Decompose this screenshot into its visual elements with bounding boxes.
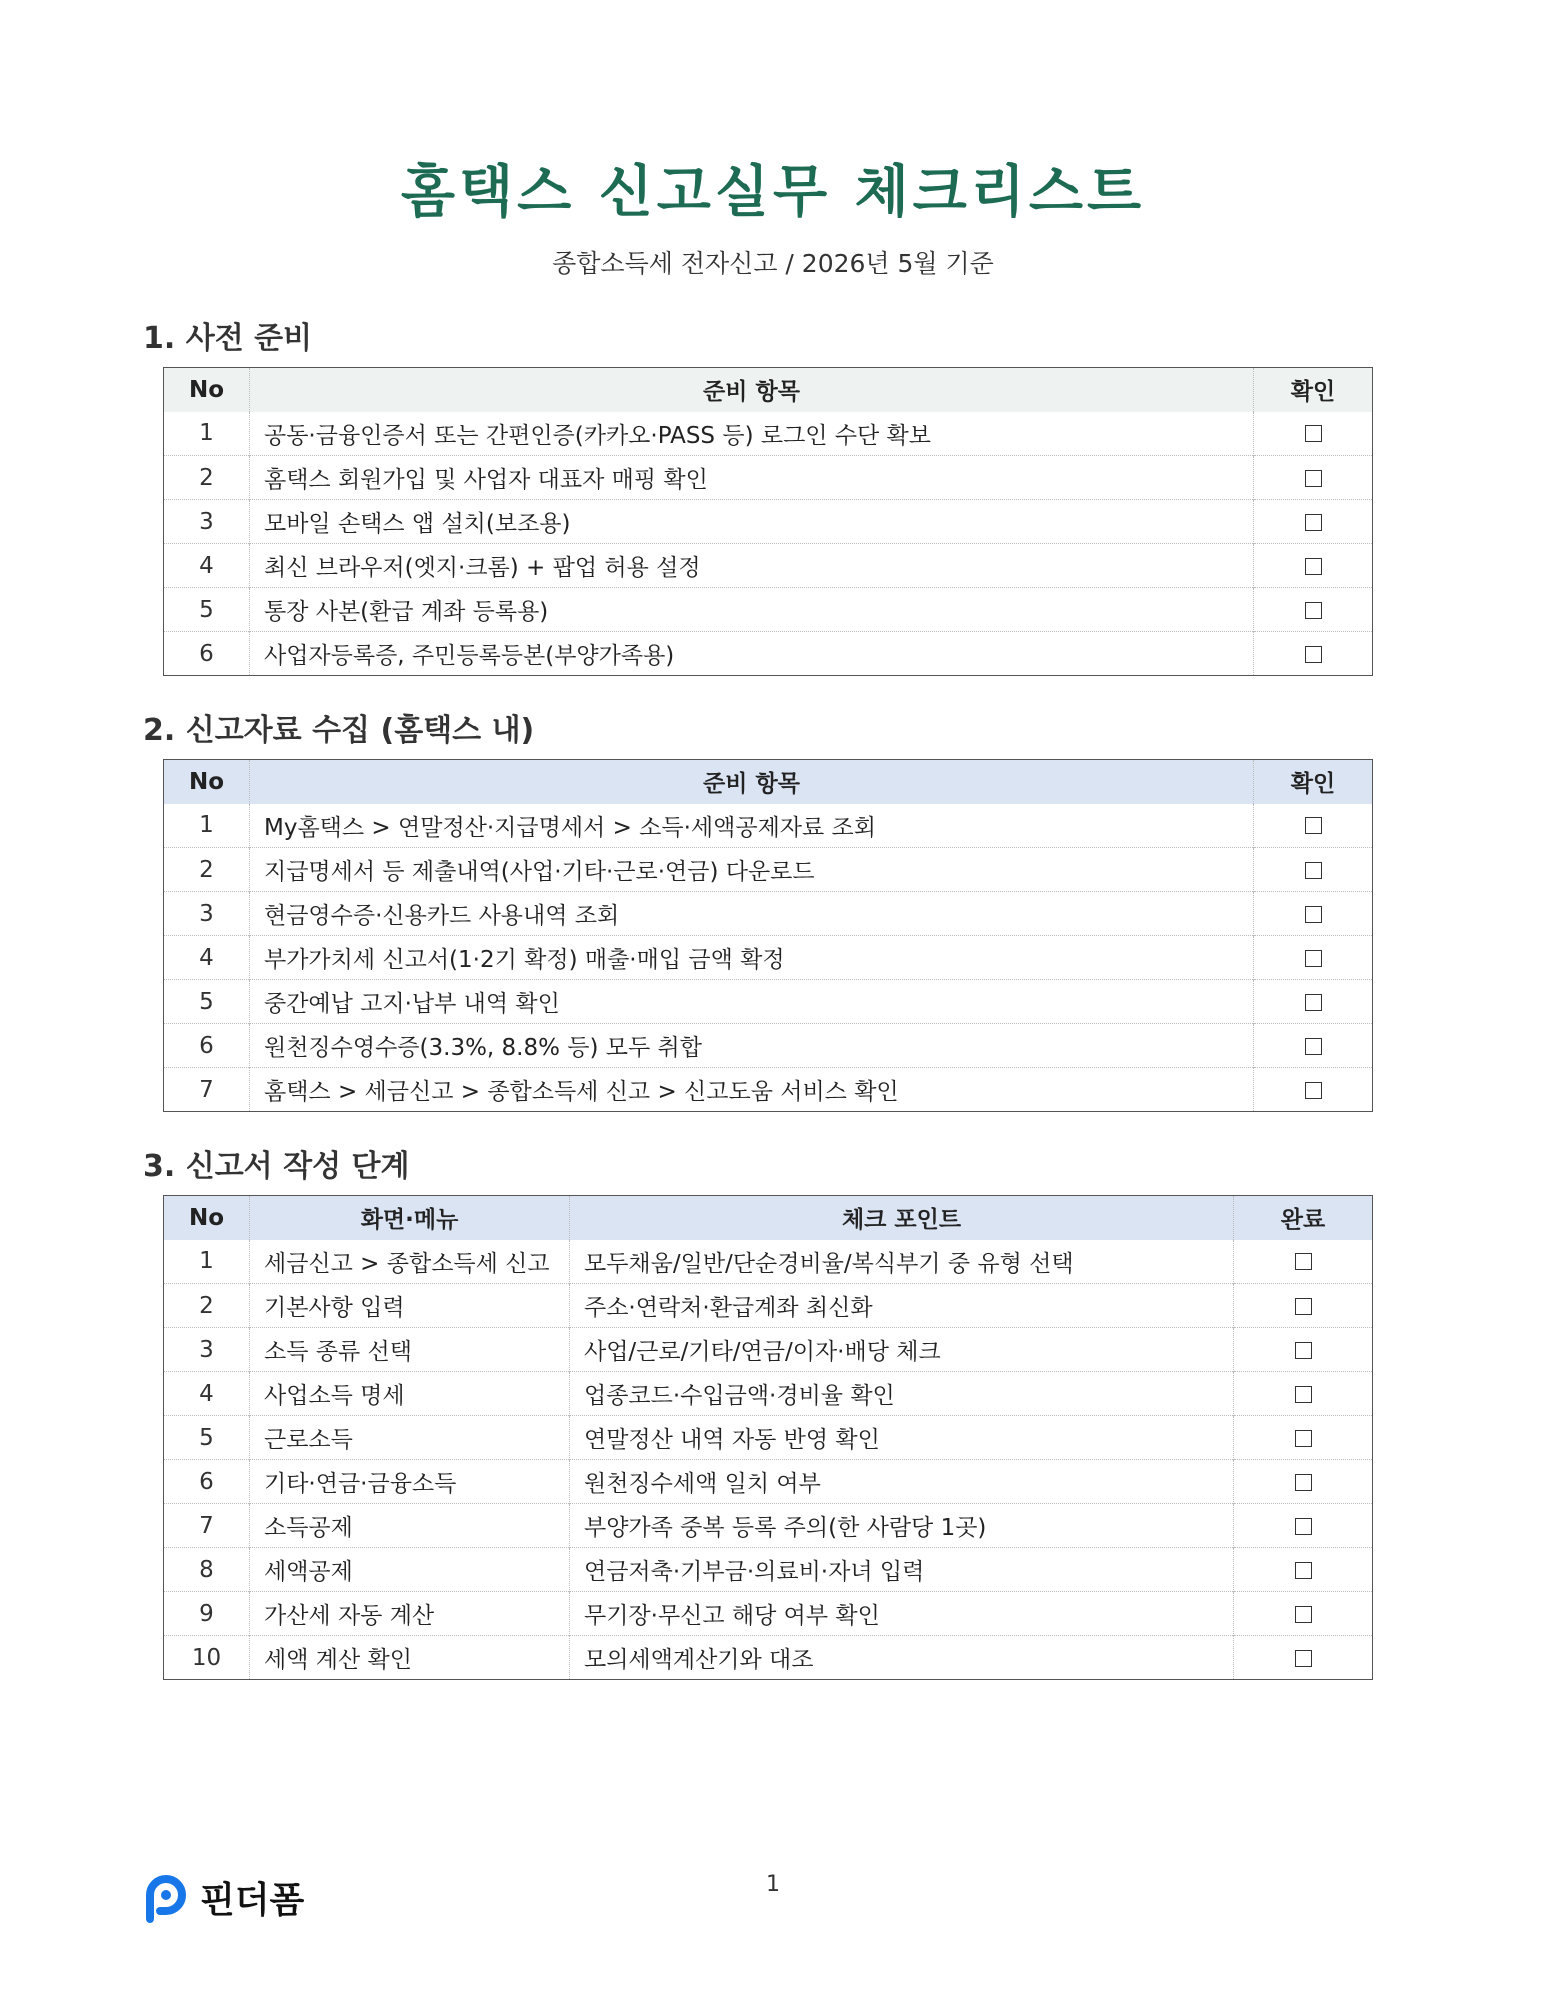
confirm-checkbox-cell xyxy=(1254,456,1373,500)
table-header-row xyxy=(164,1196,1373,1240)
row-item: 모바일 손택스 앱 설치(보조용) xyxy=(250,500,1254,544)
table-row xyxy=(164,980,1373,1024)
row-menu: 기타·연금·금융소득 xyxy=(250,1460,570,1504)
section-heading-prep: 1. 사전 준비 xyxy=(143,321,313,356)
row-check-point: 사업/근로/기타/연금/이자·배당 체크 xyxy=(570,1328,1234,1372)
page-number: 1 xyxy=(766,1872,780,1897)
confirm-checkbox[interactable] xyxy=(1305,425,1322,442)
done-checkbox-cell xyxy=(1234,1240,1373,1284)
table-row xyxy=(164,412,1373,456)
confirm-checkbox[interactable] xyxy=(1305,1038,1322,1055)
column-header-point: 체크 포인트 xyxy=(570,1196,1234,1240)
table-row xyxy=(164,632,1373,676)
confirm-checkbox[interactable] xyxy=(1305,906,1322,923)
table-row xyxy=(164,1284,1373,1328)
row-check-point: 업종코드·수입금액·경비율 확인 xyxy=(570,1372,1234,1416)
column-header-menu: 화면·메뉴 xyxy=(250,1196,570,1240)
done-checkbox[interactable] xyxy=(1295,1298,1312,1315)
row-number: 6 xyxy=(164,1460,250,1504)
confirm-checkbox-cell xyxy=(1254,500,1373,544)
section-heading-filing: 3. 신고서 작성 단계 xyxy=(143,1149,410,1184)
row-item: My홈택스 > 연말정산·지급명세서 > 소득·세액공제자료 조회 xyxy=(250,804,1254,848)
done-checkbox[interactable] xyxy=(1295,1606,1312,1623)
row-item: 사업자등록증, 주민등록등본(부양가족용) xyxy=(250,632,1254,676)
table-row xyxy=(164,936,1373,980)
row-menu: 가산세 자동 계산 xyxy=(250,1592,570,1636)
column-header-item: 준비 항목 xyxy=(250,760,1254,804)
row-check-point: 모의세액계산기와 대조 xyxy=(570,1636,1234,1680)
row-menu: 세액 계산 확인 xyxy=(250,1636,570,1680)
done-checkbox[interactable] xyxy=(1295,1386,1312,1403)
row-menu: 사업소득 명세 xyxy=(250,1372,570,1416)
row-number: 4 xyxy=(164,544,250,588)
footer-logo-text: 핀더폼 xyxy=(200,1880,305,1921)
row-number: 5 xyxy=(164,980,250,1024)
table-row xyxy=(164,848,1373,892)
done-checkbox[interactable] xyxy=(1295,1253,1312,1270)
done-checkbox[interactable] xyxy=(1295,1474,1312,1491)
table-row xyxy=(164,1416,1373,1460)
confirm-checkbox-cell xyxy=(1254,892,1373,936)
row-number: 3 xyxy=(164,1328,250,1372)
row-item: 지급명세서 등 제출내역(사업·기타·근로·연금) 다운로드 xyxy=(250,848,1254,892)
row-number: 6 xyxy=(164,632,250,676)
table-header-row xyxy=(164,368,1373,412)
done-checkbox-cell xyxy=(1234,1636,1373,1680)
row-number: 10 xyxy=(164,1636,250,1680)
done-checkbox-cell xyxy=(1234,1328,1373,1372)
filing-checklist-table xyxy=(163,1195,1373,1680)
done-checkbox[interactable] xyxy=(1295,1430,1312,1447)
confirm-checkbox[interactable] xyxy=(1305,558,1322,575)
confirm-checkbox-cell xyxy=(1254,848,1373,892)
row-number: 5 xyxy=(164,1416,250,1460)
confirm-checkbox-cell xyxy=(1254,936,1373,980)
row-number: 2 xyxy=(164,456,250,500)
done-checkbox-cell xyxy=(1234,1504,1373,1548)
row-number: 7 xyxy=(164,1504,250,1548)
row-number: 2 xyxy=(164,848,250,892)
column-header-no: No xyxy=(164,760,250,804)
done-checkbox-cell xyxy=(1234,1460,1373,1504)
done-checkbox[interactable] xyxy=(1295,1518,1312,1535)
done-checkbox-cell xyxy=(1234,1548,1373,1592)
row-check-point: 원천징수세액 일치 여부 xyxy=(570,1460,1234,1504)
done-checkbox[interactable] xyxy=(1295,1342,1312,1359)
done-checkbox[interactable] xyxy=(1295,1650,1312,1667)
prep-checklist-table xyxy=(163,367,1373,676)
row-menu: 근로소득 xyxy=(250,1416,570,1460)
confirm-checkbox-cell xyxy=(1254,804,1373,848)
column-header-item: 준비 항목 xyxy=(250,368,1254,412)
row-number: 4 xyxy=(164,1372,250,1416)
row-item: 홈택스 > 세금신고 > 종합소득세 신고 > 신고도움 서비스 확인 xyxy=(250,1068,1254,1112)
row-number: 1 xyxy=(199,812,214,839)
row-number: 5 xyxy=(164,588,250,632)
row-number: 6 xyxy=(164,1024,250,1068)
column-header-no: No xyxy=(164,1196,250,1240)
confirm-checkbox[interactable] xyxy=(1305,602,1322,619)
row-check-point: 주소·연락처·환급계좌 최신화 xyxy=(570,1284,1234,1328)
row-check-point: 연금저축·기부금·의료비·자녀 입력 xyxy=(570,1548,1234,1592)
confirm-checkbox-cell xyxy=(1254,1024,1373,1068)
row-number: 4 xyxy=(164,936,250,980)
table-row xyxy=(164,588,1373,632)
row-item: 통장 사본(환급 계좌 등록용) xyxy=(250,588,1254,632)
row-check-point: 연말정산 내역 자동 반영 확인 xyxy=(570,1416,1234,1460)
collect-checklist-table xyxy=(163,759,1373,1112)
done-checkbox-cell xyxy=(1234,1372,1373,1416)
row-number: 8 xyxy=(164,1548,250,1592)
confirm-checkbox[interactable] xyxy=(1305,994,1322,1011)
confirm-checkbox[interactable] xyxy=(1305,950,1322,967)
row-item: 현금영수증·신용카드 사용내역 조회 xyxy=(250,892,1254,936)
confirm-checkbox-cell xyxy=(1254,980,1373,1024)
column-header-check: 확인 xyxy=(1254,760,1373,804)
page-title: 홈택스 신고실무 체크리스트 xyxy=(400,160,1146,225)
row-item: 홈택스 회원가입 및 사업자 대표자 매핑 확인 xyxy=(250,456,1254,500)
row-number: 1 xyxy=(199,1248,214,1275)
row-item: 중간예납 고지·납부 내역 확인 xyxy=(250,980,1254,1024)
row-number: 2 xyxy=(164,1284,250,1328)
table-row xyxy=(164,1372,1373,1416)
page-subtitle: 종합소득세 전자신고 / 2026년 5월 기준 xyxy=(552,249,994,278)
row-number: 7 xyxy=(164,1068,250,1112)
confirm-checkbox[interactable] xyxy=(1305,817,1322,834)
row-item: 공동·금융인증서 또는 간편인증(카카오·PASS 등) 로그인 수단 확보 xyxy=(250,412,1254,456)
table-row xyxy=(164,1068,1373,1112)
row-menu: 기본사항 입력 xyxy=(250,1284,570,1328)
table-row xyxy=(164,1504,1373,1548)
row-item: 원천징수영수증(3.3%, 8.8% 등) 모두 취합 xyxy=(250,1024,1254,1068)
column-header-check: 확인 xyxy=(1254,368,1373,412)
table-row xyxy=(164,500,1373,544)
done-checkbox-cell xyxy=(1234,1284,1373,1328)
row-check-point: 무기장·무신고 해당 여부 확인 xyxy=(570,1592,1234,1636)
table-row xyxy=(164,804,1373,848)
row-number: 3 xyxy=(164,500,250,544)
confirm-checkbox-cell xyxy=(1254,412,1373,456)
table-row xyxy=(164,892,1373,936)
column-header-done: 완료 xyxy=(1234,1196,1373,1240)
column-header-no: No xyxy=(164,368,250,412)
table-row xyxy=(164,1328,1373,1372)
table-row xyxy=(164,1460,1373,1504)
table-row xyxy=(164,544,1373,588)
confirm-checkbox[interactable] xyxy=(1305,514,1322,531)
confirm-checkbox[interactable] xyxy=(1305,1082,1322,1099)
row-item: 최신 브라우저(엣지·크롬) + 팝업 허용 설정 xyxy=(250,544,1254,588)
row-menu: 세금신고 > 종합소득세 신고 xyxy=(250,1240,570,1284)
row-item: 부가가치세 신고서(1·2기 확정) 매출·매입 금액 확정 xyxy=(250,936,1254,980)
row-menu: 세액공제 xyxy=(250,1548,570,1592)
confirm-checkbox-cell xyxy=(1254,588,1373,632)
done-checkbox-cell xyxy=(1234,1416,1373,1460)
confirm-checkbox-cell xyxy=(1254,1068,1373,1112)
confirm-checkbox[interactable] xyxy=(1305,862,1322,879)
table-row xyxy=(164,456,1373,500)
row-number: 1 xyxy=(199,420,214,447)
row-number: 9 xyxy=(164,1592,250,1636)
confirm-checkbox-cell xyxy=(1254,544,1373,588)
done-checkbox-cell xyxy=(1234,1592,1373,1636)
confirm-checkbox-cell xyxy=(1254,632,1373,676)
row-check-point: 부양가족 중복 등록 주의(한 사람당 1곳) xyxy=(570,1504,1234,1548)
row-menu: 소득공제 xyxy=(250,1504,570,1548)
section-heading-collect: 2. 신고자료 수집 (홈택스 내) xyxy=(143,713,535,748)
table-row xyxy=(164,1240,1373,1284)
confirm-checkbox[interactable] xyxy=(1305,470,1322,487)
row-check-point: 모두채움/일반/단순경비율/복식부기 중 유형 선택 xyxy=(570,1240,1234,1284)
table-row xyxy=(164,1592,1373,1636)
table-row xyxy=(164,1024,1373,1068)
confirm-checkbox[interactable] xyxy=(1305,646,1322,663)
row-number: 3 xyxy=(164,892,250,936)
row-menu: 소득 종류 선택 xyxy=(250,1328,570,1372)
done-checkbox[interactable] xyxy=(1295,1562,1312,1579)
table-header-row xyxy=(164,760,1373,804)
table-row xyxy=(164,1636,1373,1680)
table-row xyxy=(164,1548,1373,1592)
